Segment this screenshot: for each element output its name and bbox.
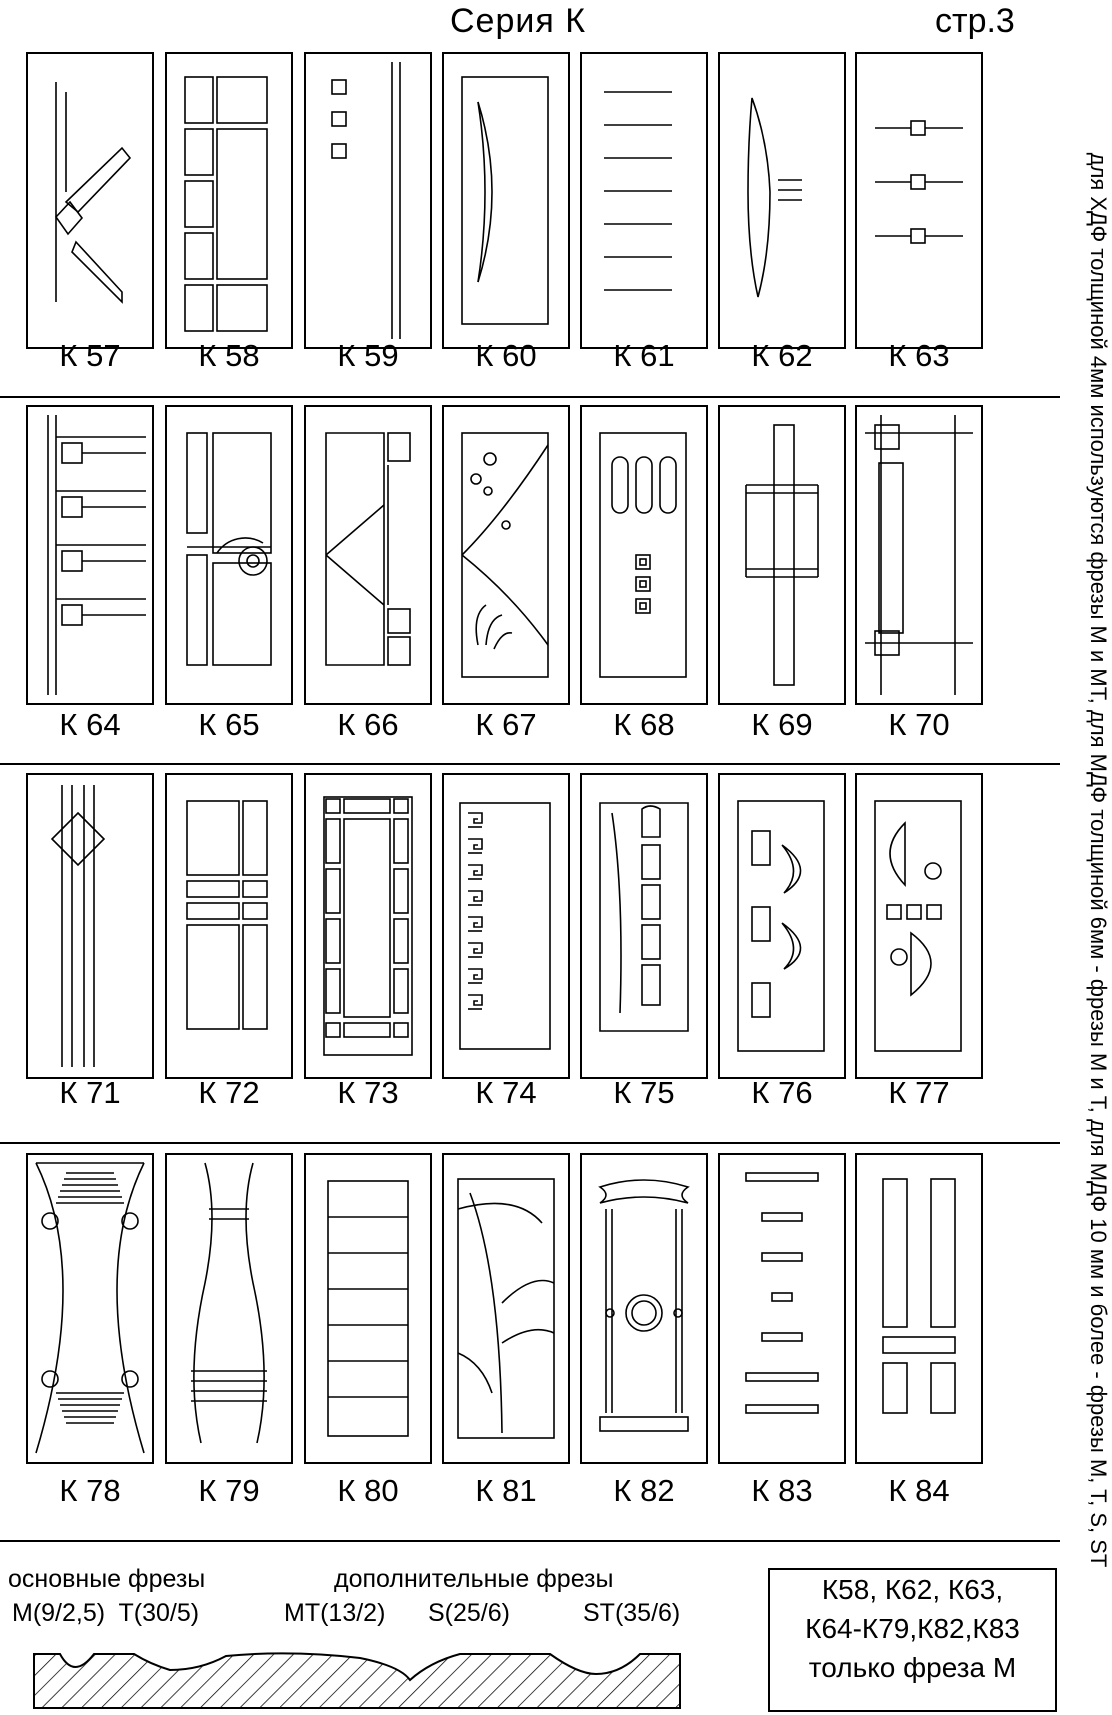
door-panel	[26, 405, 154, 705]
door-model-label: К 84	[888, 1473, 950, 1508]
extra-cutter-s: S(25/6)	[428, 1599, 510, 1627]
door-panel-drawing	[304, 52, 432, 349]
cutter-profile-drawing	[30, 1640, 710, 1712]
door-model-label: К 83	[751, 1473, 813, 1508]
door-panel-drawing	[26, 1153, 154, 1464]
door-model-label: К 63	[888, 338, 950, 373]
door-panel	[580, 405, 708, 705]
door-panel-drawing	[580, 1153, 708, 1464]
door-model-label: К 78	[59, 1473, 121, 1508]
door-model-label: К 61	[613, 338, 675, 373]
row-divider	[0, 763, 1060, 765]
door-panel	[580, 1153, 708, 1464]
door-panel	[165, 773, 293, 1079]
door-panel	[304, 1153, 432, 1464]
door-model-label: К 59	[337, 338, 399, 373]
door-panel	[26, 1153, 154, 1464]
door-panel	[718, 405, 846, 705]
door-panel-drawing	[165, 773, 293, 1079]
side-note: для ХДФ толщиной 4мм используются фрезы М и МТ, для МДФ толщиной 6мм - фрезы М и Т, для МДФ 10 мм и более - фрезы M, T, S, ST	[1086, 152, 1111, 1568]
door-panel	[855, 52, 983, 349]
door-model-label: К 72	[198, 1075, 260, 1110]
door-panel-drawing	[580, 52, 708, 349]
door-model-label: К 81	[475, 1473, 537, 1508]
door-panel	[304, 405, 432, 705]
door-panel	[442, 1153, 570, 1464]
door-model-label: К 60	[475, 338, 537, 373]
door-panel	[855, 773, 983, 1079]
extra-cutter-mt: MT(13/2)	[284, 1599, 386, 1627]
door-panel	[165, 52, 293, 349]
door-panel-drawing	[580, 405, 708, 705]
door-panel	[855, 405, 983, 705]
door-panel	[442, 405, 570, 705]
door-model-label: К 71	[59, 1075, 121, 1110]
door-panel-drawing	[26, 773, 154, 1079]
door-panel-drawing	[580, 773, 708, 1079]
door-panel-drawing	[304, 1153, 432, 1464]
door-model-label: К 80	[337, 1473, 399, 1508]
door-model-label: К 65	[198, 707, 260, 742]
door-panel-drawing	[442, 773, 570, 1079]
door-model-label: К 67	[475, 707, 537, 742]
door-panel	[304, 773, 432, 1079]
door-model-label: К 66	[337, 707, 399, 742]
door-model-label: К 74	[475, 1075, 537, 1110]
door-model-label: К 58	[198, 338, 260, 373]
note-line: К58, К62, К63,	[821, 1574, 1004, 1605]
door-panel-drawing	[304, 773, 432, 1079]
door-panel	[304, 52, 432, 349]
door-panel-drawing	[165, 1153, 293, 1464]
door-panel	[442, 773, 570, 1079]
door-panel-drawing	[718, 52, 846, 349]
door-model-label: К 70	[888, 707, 950, 742]
door-panel	[580, 773, 708, 1079]
door-panel	[165, 405, 293, 705]
door-panel-drawing	[718, 773, 846, 1079]
door-model-label: К 79	[198, 1473, 260, 1508]
door-panel	[26, 52, 154, 349]
door-model-label: К 75	[613, 1075, 675, 1110]
door-panel	[442, 52, 570, 349]
door-panel	[165, 1153, 293, 1464]
door-model-label: К 57	[59, 338, 121, 373]
series-title: Серия К	[450, 2, 587, 40]
door-model-label: К 77	[888, 1075, 950, 1110]
door-panel	[718, 773, 846, 1079]
door-panel-drawing	[855, 1153, 983, 1464]
page-number: стр.3	[935, 2, 1015, 40]
door-model-label: К 73	[337, 1075, 399, 1110]
door-panel-drawing	[855, 52, 983, 349]
extra-cutter-st: ST(35/6)	[583, 1599, 681, 1627]
door-panel-drawing	[718, 1153, 846, 1464]
door-panel	[718, 52, 846, 349]
door-panel-drawing	[442, 1153, 570, 1464]
door-model-label: К 69	[751, 707, 813, 742]
door-panel-drawing	[718, 405, 846, 705]
door-model-label: К 68	[613, 707, 675, 742]
door-panel-drawing	[165, 52, 293, 349]
door-model-label: К 76	[751, 1075, 813, 1110]
door-panel-drawing	[165, 405, 293, 705]
door-panel-drawing	[442, 405, 570, 705]
main-cutters-title: основные фрезы	[8, 1565, 206, 1593]
row-divider	[0, 1540, 1060, 1542]
extra-cutters-title: дополнительные фрезы	[334, 1565, 614, 1593]
note-line: только фреза М	[808, 1652, 1017, 1683]
main-cutters: M(9/2,5) T(30/5)	[12, 1599, 200, 1627]
door-panel-drawing	[442, 52, 570, 349]
door-panel	[718, 1153, 846, 1464]
door-model-label: К 64	[59, 707, 121, 742]
door-panel-drawing	[855, 405, 983, 705]
door-panel-drawing	[26, 52, 154, 349]
door-panel	[855, 1153, 983, 1464]
door-panel-drawing	[26, 405, 154, 705]
door-model-label: К 82	[613, 1473, 675, 1508]
door-panel-drawing	[304, 405, 432, 705]
door-panel	[26, 773, 154, 1079]
door-panel	[580, 52, 708, 349]
row-divider	[0, 396, 1060, 398]
cutter-note-box	[768, 1568, 1057, 1712]
door-panel-drawing	[855, 773, 983, 1079]
note-line: К64-К79,К82,К83	[805, 1613, 1020, 1644]
row-divider	[0, 1142, 1060, 1144]
door-model-label: К 62	[751, 338, 813, 373]
